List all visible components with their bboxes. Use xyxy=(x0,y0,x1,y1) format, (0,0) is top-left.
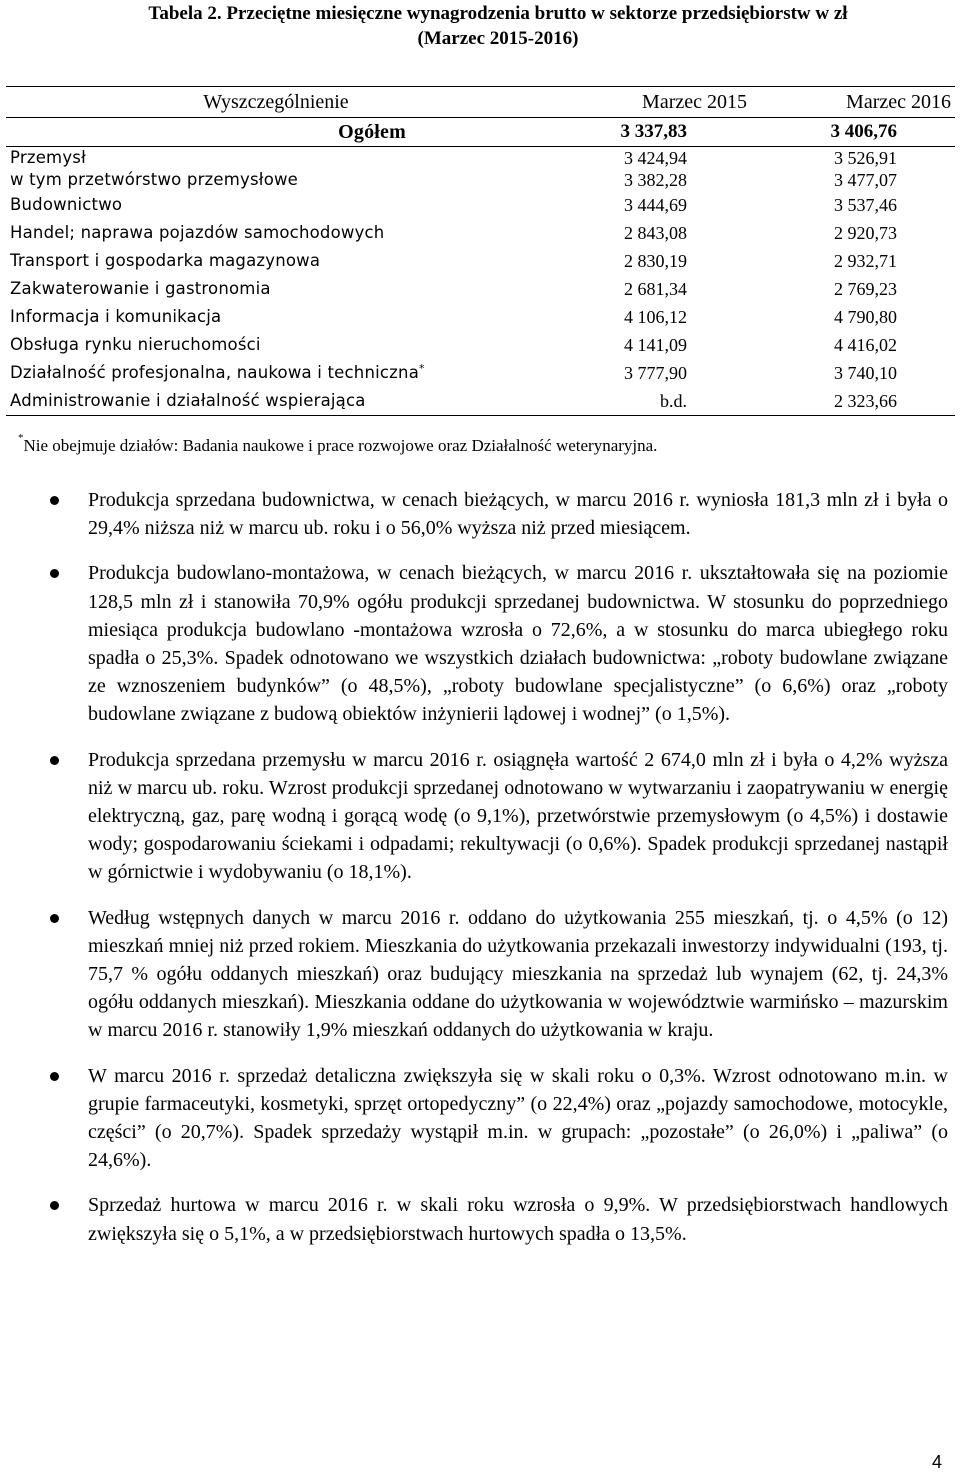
row-label-text: Transport i gospodarka magazynowa xyxy=(10,251,321,270)
row-label xyxy=(6,387,546,416)
bullet-text: Produkcja sprzedana budownictwa, w cenach bieżących, w marcu 2016 r. wyniosła 181,3 mln zł i była o 29,4% niższa niż w marcu ub. roku i o 56,0% wyższa niż przed miesiącem. xyxy=(88,489,948,540)
row-label: Ogółem xyxy=(6,118,546,147)
row-value-2016: 4 790,80 xyxy=(834,307,897,327)
row-value-2016: 2 920,73 xyxy=(834,223,897,243)
row-label xyxy=(6,359,546,387)
row-value-2016: 2 932,71 xyxy=(834,251,897,271)
row-label-text: w tym przetwórstwo przemysłowe xyxy=(10,170,299,189)
table-caption xyxy=(58,1,938,51)
table-row xyxy=(6,247,955,275)
row-value-2016: 3 477,07 xyxy=(834,170,897,190)
bullet-text: W marcu 2016 r. sprzedaż detaliczna zwiększyła się w skali roku o 0,3%. Wzrost odnotowano m.in. w grupie farmaceutyki, kosmetyki, sprzęt ortopedyczny” (o 22,4%) oraz „pojazdy samochodowe, motocykle, części” (o 20,7%). Spadek sprzedaży wystąpił m.in. w grupach: „pozostałe” (o 26,0%) i „paliwa” (o 24,6%). xyxy=(88,1064,948,1172)
table-row xyxy=(6,359,955,387)
row-value-2016: 4 416,02 xyxy=(834,335,897,355)
row-value-2015: 3 444,69 xyxy=(624,195,687,215)
row-value-2015: 4 106,12 xyxy=(624,307,687,327)
bullet-dot-icon xyxy=(50,1201,59,1210)
bullet-text: Według wstępnych danych w marcu 2016 r. oddano do użytkowania 255 mieszkań, tj. o 4,5% (o 12) mieszkań mniej niż przed rokiem. Mieszkania do użytkowania przekazali inwestorzy indywidualni (193, tj. 75,7 % ogółu oddanych mieszkań) oraz budujący mieszkania na sprzedaż lub wynajem (62, tj. 24,3% ogółu oddanych mieszkań). Mieszkania oddane do użytkowania w województwie warmińsko – mazurskim w marcu 2016 r. stanowiły 1,9% mieszkań oddanych do użytkowania w kraju. xyxy=(88,906,948,1042)
bullet-item xyxy=(0,904,948,1045)
table-row xyxy=(6,331,955,359)
table-footnote xyxy=(18,432,658,456)
row-label xyxy=(6,247,546,275)
bullet-item xyxy=(0,1062,948,1175)
row-label xyxy=(6,331,546,359)
table-row xyxy=(6,191,955,219)
wages-table xyxy=(6,86,955,416)
row-value-2015: 3 424,94 xyxy=(624,148,687,168)
column-header-category: Wyszczególnienie xyxy=(6,87,546,118)
row-value-2015: 2 830,19 xyxy=(624,251,687,271)
row-value-2016: 3 406,76 xyxy=(751,118,955,147)
bullet-dot-icon xyxy=(50,496,59,505)
row-label xyxy=(6,275,546,303)
row-label-text: Administrowanie i działalność wspierająca xyxy=(10,391,366,410)
row-label-text: Przemysł xyxy=(10,148,86,167)
row-value-2016: 2 769,23 xyxy=(834,279,897,299)
row-value-2015: 4 141,09 xyxy=(624,335,687,355)
caption-period: (Marzec 2015-2016) xyxy=(417,28,579,49)
row-label xyxy=(6,169,546,191)
row-label-text: Działalność profesjonalna, naukowa i techniczna xyxy=(10,363,420,382)
row-label-text: Budownictwo xyxy=(10,195,123,214)
bullet-list xyxy=(0,486,948,1265)
column-header-march-2015: Marzec 2015 xyxy=(546,87,751,118)
row-value-2015: 2 843,08 xyxy=(624,223,687,243)
table-row xyxy=(6,275,955,303)
bullet-dot-icon xyxy=(50,756,59,765)
bullet-text: Sprzedaż hurtowa w marcu 2016 r. w skali roku wzrosła o 9,9%. W przedsiębiorstwach handlowych zwiększyła się o 5,1%, a w przedsiębiorstwach hurtowych spadła o 13,5%. xyxy=(88,1194,948,1245)
bullet-dot-icon xyxy=(50,1072,59,1081)
row-footnote-marker: * xyxy=(419,362,425,375)
row-value-2016: 3 537,46 xyxy=(834,195,897,215)
table-row xyxy=(6,387,955,416)
table-row xyxy=(6,147,955,170)
column-header-march-2016: Marzec 2016 xyxy=(751,87,955,118)
row-value-2016: 3 740,10 xyxy=(834,363,897,383)
page-number: 4 xyxy=(931,1452,942,1472)
row-value-2016: 3 526,91 xyxy=(834,148,897,168)
row-value-2015: 3 382,28 xyxy=(624,170,687,190)
bullet-dot-icon xyxy=(50,569,59,578)
row-value-2015: b.d. xyxy=(546,387,751,416)
bullet-item xyxy=(0,1191,948,1247)
row-label-text: Handel; naprawa pojazdów samochodowych xyxy=(10,223,385,242)
bullet-text: Produkcja sprzedana przemysłu w marcu 2016 r. osiągnęła wartość 2 674,0 mln zł i była o 4,2% wyższa niż w marcu ub. roku. Wzrost produkcji sprzedanej odnotowano w wytwarzaniu i zaopatrywaniu w energię elektryczną, gaz, parę wodną i gorącą wodę (o 9,1%), przetwórstwie przemysłowym (o 4,5%) i dostawie wody; gospodarowaniu ściekami i odpadami; rekultywacji (o 0,6%). Spadek produkcji sprzedanej nastąpił w górnictwie i wydobywaniu (o 18,1%). xyxy=(88,748,948,884)
bullet-item xyxy=(0,746,948,887)
footnote-marker: * xyxy=(18,432,24,444)
row-label-text: Zakwaterowanie i gastronomia xyxy=(10,279,271,298)
row-value-2016: 2 323,66 xyxy=(751,387,955,416)
row-label xyxy=(6,219,546,247)
table-row-total xyxy=(6,118,955,147)
footnote-text: Nie obejmuje działów: Badania naukowe i prace rozwojowe oraz Działalność weterynaryjna. xyxy=(23,436,658,455)
table-row xyxy=(6,169,955,191)
row-label xyxy=(6,147,546,170)
table-row xyxy=(6,219,955,247)
row-value-2015: 3 337,83 xyxy=(546,118,751,147)
row-label xyxy=(6,303,546,331)
row-label-text: Informacja i komunikacja xyxy=(10,307,222,326)
row-value-2015: 2 681,34 xyxy=(624,279,687,299)
row-label xyxy=(6,191,546,219)
bullet-item xyxy=(0,559,948,728)
row-label-text: Obsługa rynku nieruchomości xyxy=(10,335,261,354)
bullet-item xyxy=(0,486,948,542)
table-row xyxy=(6,303,955,331)
caption-title: Tabela 2. Przeciętne miesięczne wynagrodzenia brutto w sektorze przedsiębiorstw w zł xyxy=(148,3,848,24)
bullet-dot-icon xyxy=(50,914,59,923)
table-header-row xyxy=(6,87,955,118)
bullet-text: Produkcja budowlano-montażowa, w cenach bieżących, w marcu 2016 r. ukształtowała się na poziomie 128,5 mln zł i stanowiła 70,9% ogółu produkcji sprzedanej budownictwa. W stosunku do poprzedniego miesiąca produkcja budowlano -montażowa wzrosła o 72,6%, a w stosunku do marca ubiegłego roku spadła o 25,3%. Spadek odnotowano we wszystkich działach budownictwa: „roboty budowlane związane ze wznoszeniem budynków” (o 48,5%), „roboty budowlane specjalistyczne” (o 6,6%) oraz „roboty budowlane związane z budową obiektów inżynierii lądowej i wodnej” (o 1,5%). xyxy=(88,562,948,726)
row-value-2015: 3 777,90 xyxy=(624,363,687,383)
